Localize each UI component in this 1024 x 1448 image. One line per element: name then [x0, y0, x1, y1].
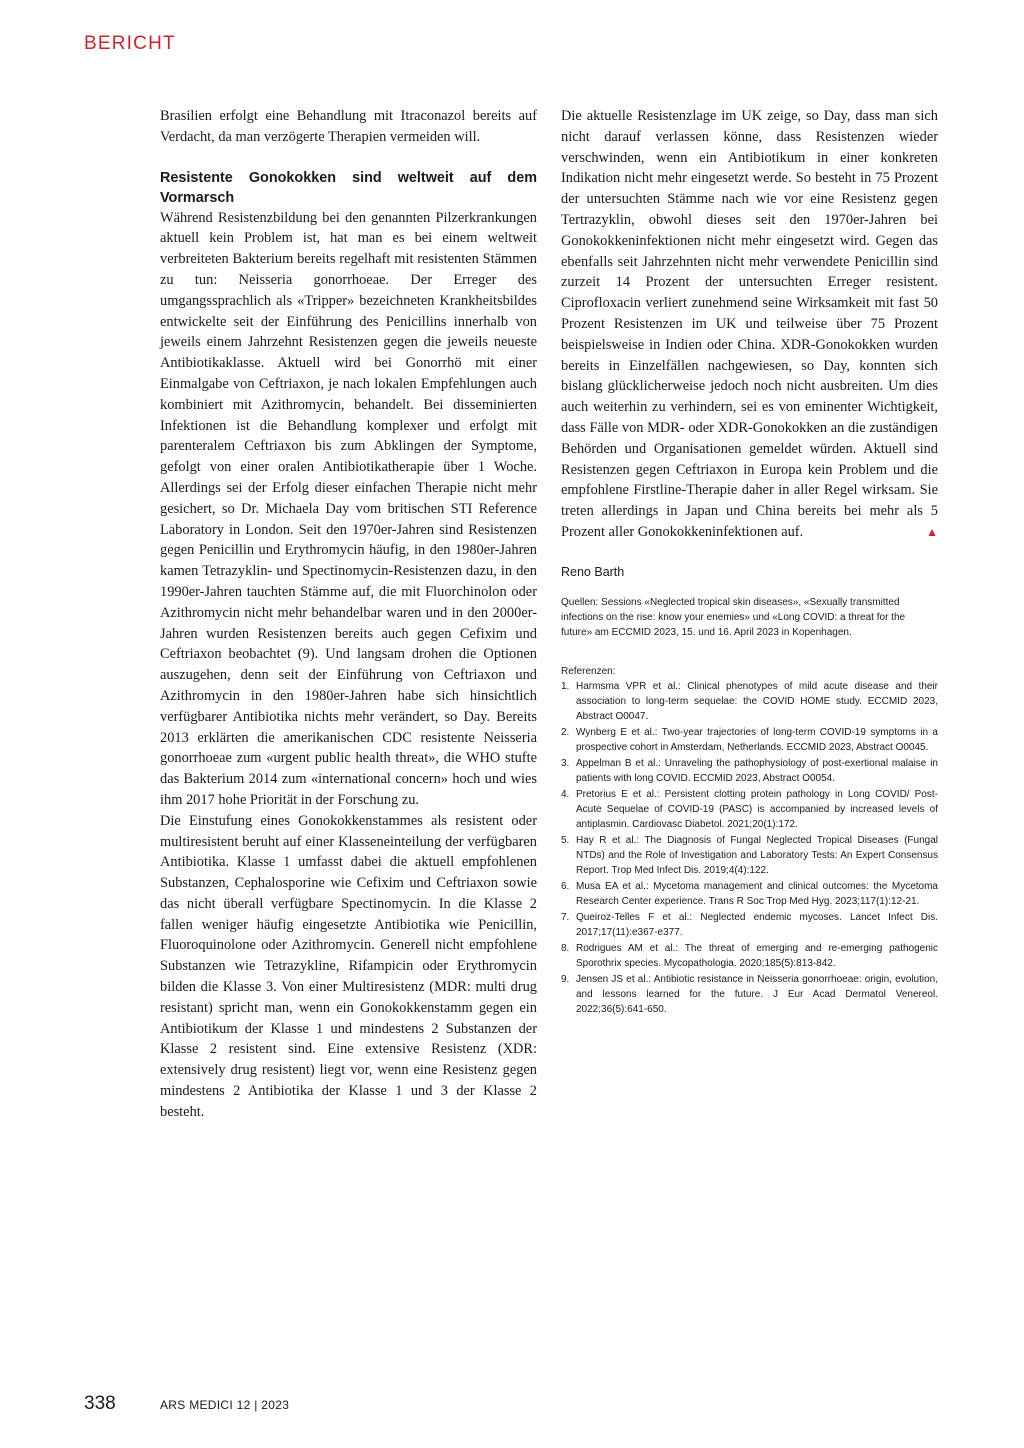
references-list [561, 679, 938, 1017]
reference-number: 3. [561, 757, 570, 769]
reference-number: 7. [561, 911, 570, 923]
reference-text: Harmsma VPR et al.: Clinical phenotypes of mild acute disease and their association to long-term sequelae: the COVID HOME study. ECCMID 2023, Abstract O0047. [576, 680, 938, 722]
reference-item [561, 833, 938, 878]
reference-number: 2. [561, 726, 570, 738]
reference-item [561, 787, 938, 832]
body-paragraph [561, 106, 938, 543]
reference-text: Appelman B et al.: Unraveling the pathophysiology of post-exertional malaise in patients with long COVID. ECCMID 2023, Abstract O0054. [576, 757, 938, 784]
reference-number: 4. [561, 788, 570, 800]
body-paragraph: Während Resistenzbildung bei den genannten Pilzerkrankungen aktuell kein Problem ist, hat man es bei einem weltweit verbreiteten Bakterium bereits regelhaft mit resistenten Stämmen zu tun: Neisseria gonorrhoeae. Der Erreger des umgangssprachlich als «Tripper» bezeichneten Krankheitsbildes entwickelte seit der Einführung des Penicillins innerhalb von jeweils einem Jahrzehnt Resistenzen gegen die jeweils neueste Antibiotikaklasse. Aktuell wird bei Gonorrhö mit einer Einmalgabe von Ceftriaxon, je nach lokalen Empfehlungen auch kombiniert mit Azithromycin, behandelt. Bei disseminierten Infektionen ist die Behandlung komplexer und erfolgt mit parenteralem Ceftriaxon bis zum Abklingen der Symptome, gefolgt von einer oralen Antibiotikatherapie über 1 Woche. Allerdings sei der Erfolg dieser einfachen Therapie nicht mehr gesichert, so Dr. Michaela Day vom britischen STI Reference Laboratory in London. Seit den 1970er-Jahren sind Resistenzen gegen Penicillin und Erythromycin häufig, in den 1980er-Jahren kamen Tetrazyklin- und Spectinomycin-Resistenzen dazu, in den 1990er-Jahren tauchten Stämme auf, die mit Fluorchinolon oder Azithromycin nicht mehr behandelbar waren und in den 2000er-Jahren wurden Resistenzen bereits auch gegen Cefixim und Ceftriaxon beobachtet (9). Und langsam drohen die Optionen auszugehen, denn seit der Einführung von Ceftriaxon und Azithromycin in den 1980er-Jahren habe sich hinsichtlich verfügbarer Antibiotika nichts mehr verändert, so Day. Bereits 2013 erklärten die amerikanischen CDC resistente Neisseria gonorrhoeae zum «urgent public health threat», die WHO stufte das Bakterium 2014 zum «international concern» hoch und wies ihm 2017 hohe Priorität in der Forschung zu. [160, 209, 537, 808]
author-name: Reno Barth [561, 564, 625, 579]
reference-number: 6. [561, 880, 570, 892]
reference-text: Rodrigues AM et al.: The threat of emerging and re-emerging pathogenic Sporothrix species. Mycopathologia. 2020;185(5):813-842. [576, 942, 938, 969]
section-label: BERICHT [84, 33, 176, 54]
body-text: Die aktuelle Resistenzlage im UK zeige, so Day, dass man sich nicht darauf verlassen könne, dass Resistenzen wieder verschwinden, wenn ein Antibiotikum in einer konkreten Indikation nicht mehr eingesetzt werde. So besteht in 75 Prozent der untersuchten Stämme nach wie vor eine Resistenz gegen Tertrazyklin, obwohl dieses seit den 1970er-Jahren bei Gonokokkeninfektionen nicht mehr eingesetzt wird. Gegen das ebenfalls seit Jahrzehnten nicht mehr verwendete Penicillin sind zurzeit 14 Prozent der untersuchten Erreger resistent. Ciprofloxacin verliert zunehmend seine Wirksamkeit mit fast 50 Prozent Resistenzen im UK und teilweise über 75 Prozent beispielsweise in Indien oder China. XDR-Gonokokken wurden bereits in Einzelfällen nachgewiesen, so Day, konnten sich bislang glücklicherweise jedoch noch nicht ausbreiten. Um dies auch weiterhin zu verhindern, sei es von eminenter Wichtigkeit, dass Fälle von MDR- oder XDR-Gonokokken an die zuständigen Behörden und Organisationen gemeldet würden. Aktuell sind Resistenzen gegen Ceftriaxon in Europa kein Problem und die empfohlene Firstline-Therapie daher in aller Regel wirksam. Sie treten allerdings in Japan und China bereits bei mehr als 5 Prozent aller Gonokokkeninfektionen auf. [561, 108, 938, 540]
reference-text: Pretorius E et al.: Persistent clotting protein pathology in Long COVID/ Post-Acute Sequelae of COVID-19 (PASC) is accompanied by increased levels of antiplasmin. Cardiovasc Diabetol. 2021;20(1):172. [576, 788, 938, 830]
reference-item [561, 725, 938, 755]
reference-number: 8. [561, 942, 570, 954]
reference-text: Musa EA et al.: Mycetoma management and clinical outcomes: the Mycetoma Research Center experience. Trans R Soc Trop Med Hyg. 2023;117(1):12-21. [576, 880, 938, 907]
reference-item [561, 941, 938, 971]
end-of-article-icon: ▲ [926, 524, 938, 539]
right-column [561, 106, 938, 1018]
body-paragraph: Die Einstufung eines Gonokokkenstammes als resistent oder multiresistent beruht auf einer Klasseneinteilung der verfügbaren Antibiotika. Klasse 1 umfasst dabei die aktuell empfohlenen Substanzen, Cephalosporine wie Cefixim und Ceftriaxon sowie das nicht überall verfügbare Spectinomycin. In die Klasse 2 fallen weniger häufig eingesetzte Antibiotika wie Penicillin, Fluoroquinolone oder Azithromycin. Generell nicht empfohlene Substanzen wie Tetrazykline, Rifampicin oder Erythromycin bilden die Klasse 3. Von einer Multiresistenz (MDR: multi drug resistant) spricht man, wenn ein Gonokokkenstamm gegen ein Antibiotikum der Klasse 1 und mindestens 2 Substanzen der Klasse 2 resistent sind. Eine extensive Resistenz (XDR: extensively drug resistent) liegt vor, wenn eine Resistenz gegen mindestens 2 Antibiotika der Klasse 1 und 3 der Klasse 2 besteht. [160, 812, 537, 1120]
references-title: Referenzen: [561, 665, 616, 677]
journal-name: ARS MEDICI 12 | 2023 [160, 1398, 290, 1412]
reference-item [561, 879, 938, 909]
page-number: 338 [84, 1393, 116, 1414]
reference-text: Jensen JS et al.: Antibiotic resistance in Neisseria gonorrhoeae: origin, evolution, and lessons learned for the future. J Eur Acad Dermatol Venereol. 2022;36(5):641-650. [576, 973, 938, 1015]
reference-item [561, 756, 938, 786]
reference-text: Wynberg E et al.: Two-year trajectories of long-term COVID-19 symptoms in a prospective cohort in Amsterdam, Netherlands. ECCMID 2023, Abstract O0045. [576, 726, 938, 753]
intro-paragraph: Brasilien erfolgt eine Behandlung mit Itraconazol bereits auf Verdacht, da man verzögerte Therapien vermeiden will. [160, 108, 537, 145]
reference-item [561, 910, 938, 940]
sources-note: Quellen: Sessions «Neglected tropical skin diseases», «Sexually transmitted infections on the rise: know your enemies» und «Long COVID: a threat for the future» am ECCMID 2023, 15. und 16. April 2023 in Kopenhagen. [561, 596, 906, 638]
reference-number: 5. [561, 834, 570, 846]
reference-number: 9. [561, 973, 570, 985]
reference-item [561, 679, 938, 724]
section-heading: Resistente Gonokokken sind weltweit auf dem Vormarsch [160, 169, 537, 206]
reference-text: Hay R et al.: The Diagnosis of Fungal Neglected Tropical Diseases (Fungal NTDs) and the Role of Investigation and Laboratory Tests: An Expert Consensus Report. Trop Med Infect Dis. 2019;4(4):122. [576, 834, 938, 876]
reference-number: 1. [561, 680, 570, 692]
left-column [160, 106, 537, 1123]
reference-text: Queiroz-Telles F et al.: Neglected endemic mycoses. Lancet Infect Dis. 2017;17(11):e367-e377. [576, 911, 938, 938]
reference-item [561, 972, 938, 1017]
